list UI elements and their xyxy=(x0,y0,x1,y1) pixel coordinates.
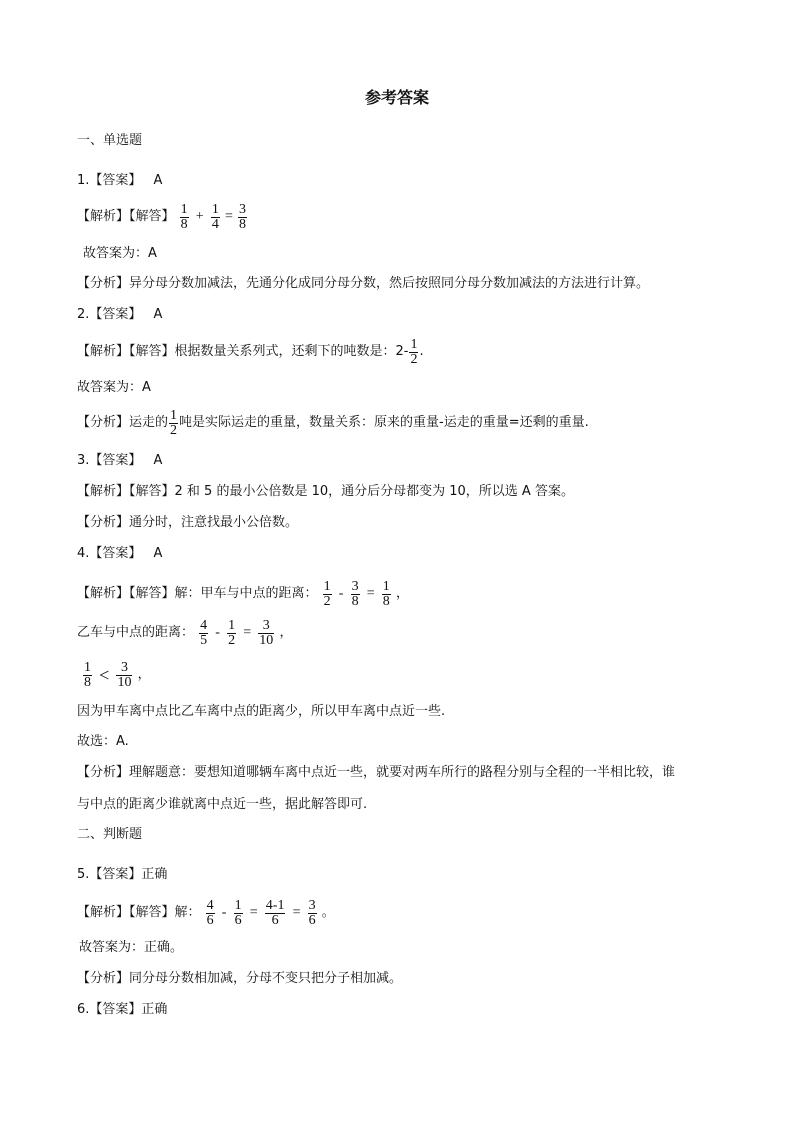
q2-analysis xyxy=(77,408,589,439)
q1-answer xyxy=(77,171,162,191)
q1-explanation xyxy=(77,202,248,233)
answer-label: 3.【答案】 xyxy=(77,453,142,468)
q3-answer xyxy=(77,451,162,471)
fraction: $\frac{1}{2}$ xyxy=(228,617,236,648)
answer-value: A xyxy=(153,546,163,561)
explanation-label: 【解析】【解答】 xyxy=(77,209,175,224)
q6-answer: 6.【答案】正确 xyxy=(77,1002,168,1017)
fraction: $\frac{1}{8}$ xyxy=(84,659,91,690)
answer-label: 1.【答案】 xyxy=(77,173,142,188)
fraction: $\frac{3}{8}$ xyxy=(351,578,359,609)
q5-analysis: 【分析】同分母分数相加减，分母不变只把分子相加减。 xyxy=(77,971,403,986)
fraction: $\frac{1}{8}$ xyxy=(180,201,188,232)
fraction: $\frac{1}{6}$ xyxy=(234,897,242,928)
fraction: $\frac{4-1}{6}$ xyxy=(265,897,285,928)
answer-value: A xyxy=(153,307,163,322)
q5-conclusion: 故答案为：正确。 xyxy=(79,940,184,955)
analysis-text: 【分析】运走的 xyxy=(77,415,169,430)
q1-analysis: 【分析】异分母分数加减法，先通分化成同分母分数，然后按照同分母分数加减法的方法进行计算。 xyxy=(77,276,650,291)
analysis-text: 吨是实际运走的重量，数量关系：原来的重量-运走的重量=还剩的重量. xyxy=(179,415,589,430)
answer-value: A xyxy=(153,453,163,468)
q4-explanation-line-4: 因为甲车离中点比乙车离中点的距离少，所以甲车离中点近一些. xyxy=(77,704,446,719)
answer-value: A xyxy=(153,173,163,188)
q5-explanation: 【解析】【解答】解： $\frac{4}{6}$ - $\frac{1}{6}$ = $\frac{4-1}{6}$ = $\frac{3}{6}$ 。 xyxy=(77,897,335,928)
fraction: $\frac{4}{5}$ xyxy=(200,617,208,648)
q2-explanation: 【解析】【解答】根据数量关系列式，还剩下的吨数是：2- $\frac{1}{2}$ . xyxy=(77,336,424,367)
q3-explanation: 【解析】【解答】2 和 5 的最小公倍数是 10，通分后分母都变为 10，所以选 A 答案。 xyxy=(77,484,574,499)
plus-sign: + xyxy=(195,209,204,224)
q4-explanation-line-1: 【解析】【解答】解：甲车与中点的距离： $\frac{1}{2}$ - $\frac{3}{8}$ = $\frac{1}{8}$ ， xyxy=(77,578,409,609)
q2-answer xyxy=(77,305,162,325)
page-title: 参考答案 xyxy=(364,88,429,107)
q4-answer xyxy=(77,544,162,564)
q5-answer: 5.【答案】正确 xyxy=(77,867,168,882)
q4-explanation-line-3: $\frac{1}{8}$ < $\frac{3}{10}$ ， xyxy=(84,659,151,690)
equals-sign: = xyxy=(224,209,233,224)
explanation-text: 【解析】【解答】根据数量关系列式，还剩下的吨数是：2- xyxy=(77,344,409,359)
q1-conclusion: 故答案为：A xyxy=(83,246,157,261)
q4-choice: 故选：A. xyxy=(77,734,129,749)
section-heading-single-choice: 一、单选题 xyxy=(77,133,143,148)
fraction: $\frac{1}{2}$ xyxy=(410,336,418,367)
q2-conclusion: 故答案为：A xyxy=(77,380,151,395)
fraction: $\frac{3}{10}$ xyxy=(259,617,274,648)
answer-label: 4.【答案】 xyxy=(77,546,142,561)
q4-analysis-line-1: 【分析】理解题意：要想知道哪辆车离中点近一些，就要对两车所行的路程分别与全程的一半相比较，谁 xyxy=(77,765,676,780)
section-heading-true-false: 二、判断题 xyxy=(77,827,143,842)
answer-label: 2.【答案】 xyxy=(77,307,142,322)
q4-analysis-line-2: 与中点的距离少谁就离中点近一些，据此解答即可. xyxy=(77,797,368,812)
fraction: $\frac{4}{6}$ xyxy=(206,897,214,928)
q4-explanation-line-2: 乙车与中点的距离： $\frac{4}{5}$ - $\frac{1}{2}$ = $\frac{3}{10}$ ， xyxy=(77,617,293,648)
fraction: $\frac{1}{2}$ xyxy=(170,407,178,438)
fraction: $\frac{3}{10}$ xyxy=(117,659,132,690)
fraction: $\frac{1}{8}$ xyxy=(382,578,390,609)
fraction: $\frac{3}{6}$ xyxy=(308,897,316,928)
fraction: $\frac{1}{4}$ xyxy=(211,201,219,232)
q3-analysis: 【分析】通分时，注意找最小公倍数。 xyxy=(77,515,299,530)
fraction: $\frac{1}{2}$ xyxy=(323,578,331,609)
fraction: $\frac{3}{8}$ xyxy=(239,201,247,232)
